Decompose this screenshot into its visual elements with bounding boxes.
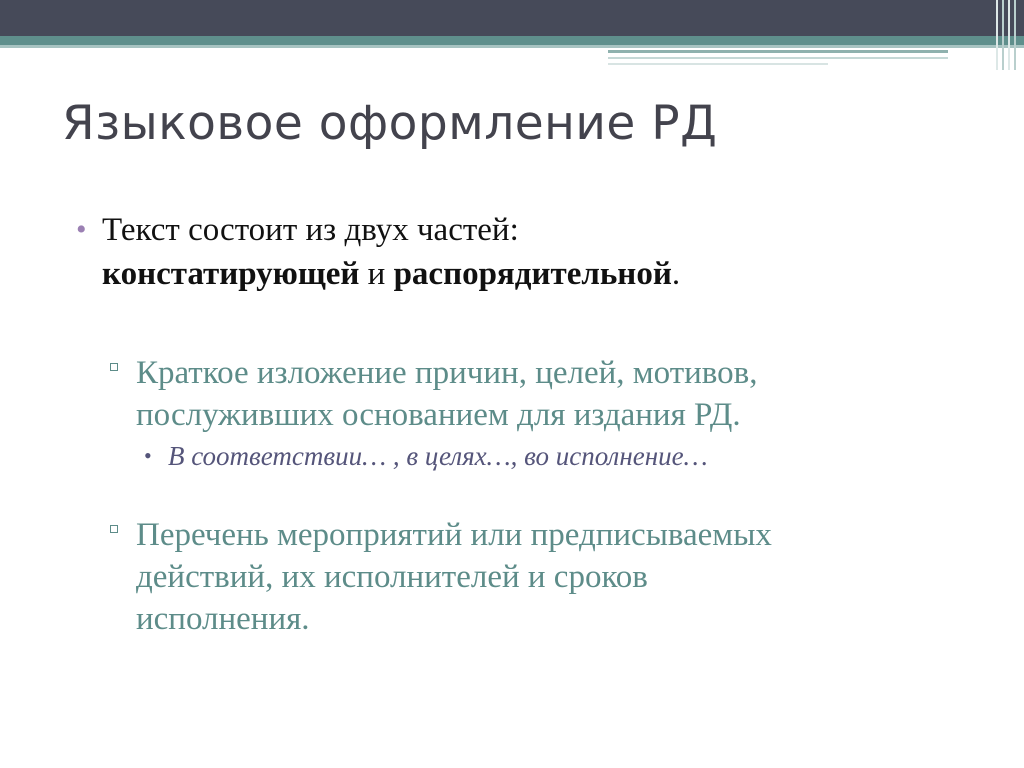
header-band	[0, 0, 1024, 36]
square-bullet-icon	[110, 363, 118, 371]
sub-bullet-1-line2: послуживших основанием для издания РД.	[136, 397, 741, 433]
sub-bullet-2-line3: исполнения.	[136, 601, 310, 637]
bullet-end: .	[671, 256, 681, 292]
bullet-level1	[76, 208, 976, 296]
sub-bullet-2-line2: действий, их исполнителей и сроков	[136, 559, 648, 595]
small-bullet-icon: •	[144, 443, 152, 468]
bullet-middle: и	[359, 256, 394, 292]
sub-bullet-2-line1: Перечень мероприятий или предписываемых	[136, 517, 772, 553]
sub-sub-bullet-text: В соответствии… , в целях…, во исполнение…	[168, 441, 708, 471]
bullet-bold-2: распорядительной	[393, 256, 672, 292]
sub-bullet-1-line1: Краткое изложение причин, целей, мотивов,	[136, 355, 758, 391]
bullet-dot-icon: •	[76, 213, 87, 246]
header-accent-band	[0, 36, 1024, 45]
header-decor-lines	[608, 50, 948, 68]
slide-title: Языковое оформление РД	[62, 96, 718, 151]
header-vertical-stripes	[992, 0, 1024, 70]
header-accent-line	[0, 45, 1024, 48]
square-bullet-icon	[110, 525, 118, 533]
sub-sub-bullet	[76, 436, 976, 476]
slide-content	[76, 208, 976, 640]
bullet-bold-1: констатирующей	[102, 256, 360, 292]
sub-bullet-2	[76, 514, 976, 640]
bullet-text-start: Текст состоит из двух частей:	[102, 212, 519, 248]
sub-bullet-1	[76, 352, 976, 436]
